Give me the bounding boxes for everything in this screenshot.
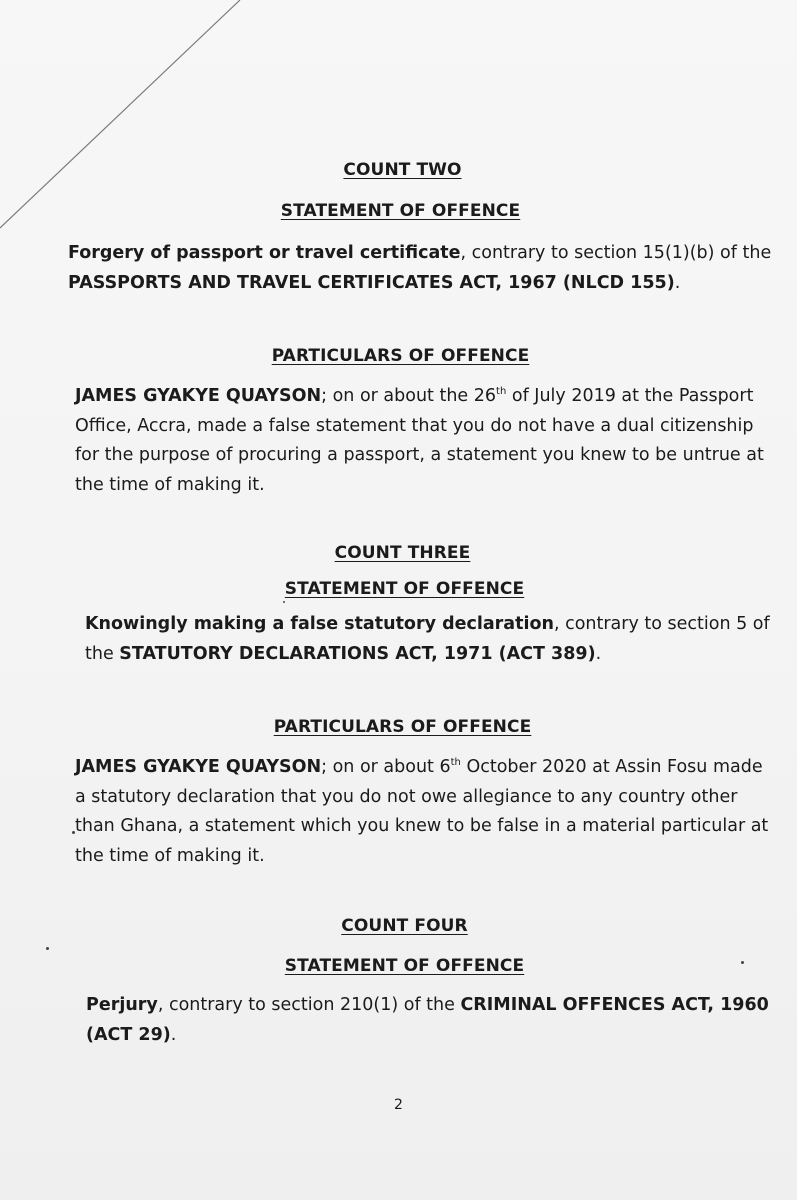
count-four-heading: COUNT FOUR: [341, 916, 468, 936]
offence-name: Knowingly making a false statutory declaration: [85, 614, 554, 634]
count-two-statement: Forgery of passport or travel certificate, contrary to section 15(1)(b) of the PASSPORTS AND TRAVEL CERTIFICATES ACT, 1967 (NLCD 155).: [68, 243, 772, 293]
count-two-particulars: JAMES GYAKYE QUAYSON; on or about the 26th of July 2019 at the Passport Office, Accra, made a false statement that you do not have a dual citizenship for the purpose of procuring a passport, a statement you knew to be untrue at the time of making it.: [75, 386, 764, 495]
count-two-heading: COUNT TWO: [343, 160, 462, 180]
page-number: 2: [394, 1097, 403, 1113]
count-four-statement-heading: STATEMENT OF OFFENCE: [284, 956, 525, 976]
scan-speck: [741, 961, 744, 964]
accused-name: JAMES GYAKYE QUAYSON: [75, 386, 322, 406]
offence-name: Forgery of passport or travel certificate: [68, 243, 461, 263]
scan-speck: [72, 831, 75, 834]
count-three-heading: COUNT THREE: [334, 543, 471, 563]
count-three-particulars-heading: PARTICULARS OF OFFENCE: [273, 717, 532, 737]
scan-speck: [283, 601, 285, 603]
act-abbreviation: (ACT 29): [86, 1024, 171, 1045]
offence-name: Perjury: [86, 995, 158, 1015]
count-four-statement: Perjury, contrary to section 210(1) of the CRIMINAL OFFENCES ACT, 1960 (ACT 29).: [86, 995, 769, 1045]
act-name: STATUTORY DECLARATIONS ACT, 1971 (ACT 389): [119, 643, 596, 664]
scan-speck: [46, 947, 49, 950]
count-three-statement-heading: STATEMENT OF OFFENCE: [284, 579, 525, 599]
count-three-particulars: JAMES GYAKYE QUAYSON; on or about 6th October 2020 at Assin Fosu made a statutory declaration that you do not owe allegiance to any country other than Ghana, a statement which you knew to be false in a material particular at the time of making it.: [75, 757, 769, 866]
count-two-statement-heading: STATEMENT OF OFFENCE: [280, 201, 521, 221]
act-name: PASSPORTS AND TRAVEL CERTIFICATES ACT, 1967 (NLCD 155): [68, 272, 675, 293]
count-two-particulars-heading: PARTICULARS OF OFFENCE: [271, 346, 530, 366]
count-three-statement: Knowingly making a false statutory declaration, contrary to section 5 of the STATUTORY DECLARATIONS ACT, 1971 (ACT 389).: [85, 614, 770, 664]
accused-name: JAMES GYAKYE QUAYSON: [75, 757, 322, 777]
act-name: CRIMINAL OFFENCES ACT, 1960: [460, 995, 769, 1015]
